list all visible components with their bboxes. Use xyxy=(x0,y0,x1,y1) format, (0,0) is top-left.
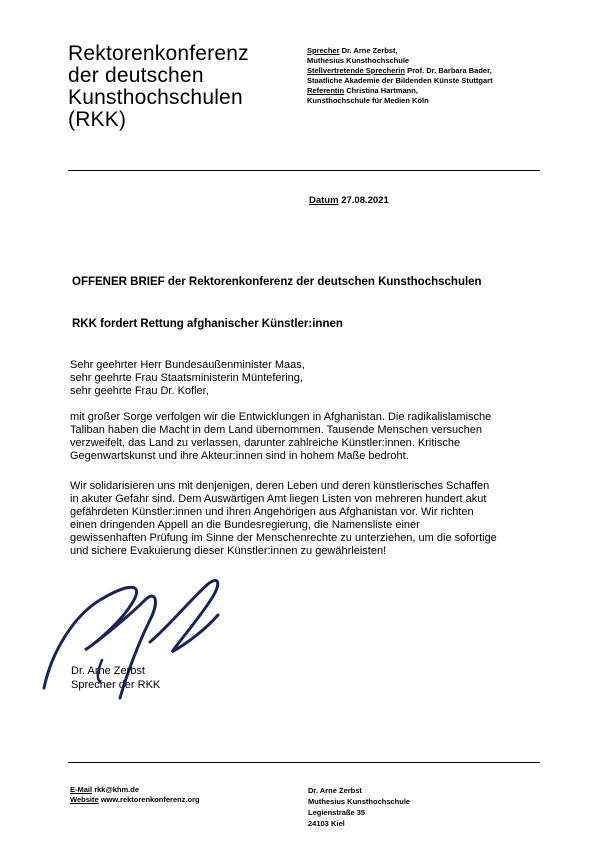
letter-headline: OFFENER BRIEF der Rektorenkonferenz der deutschen Kunsthochschulen xyxy=(72,276,482,288)
signer-block xyxy=(71,664,160,692)
signer-name: Dr. Arne Zerbst xyxy=(71,665,145,677)
address-line: Dr. Arne Zerbst xyxy=(308,786,362,795)
footer-address xyxy=(308,785,410,829)
address-line: Muthesius Kunsthochschule xyxy=(308,797,411,806)
paragraph-line: gewissenhaften Prüfung im Sinne der Menschenrechte zu unterziehen, um die sofortige xyxy=(70,532,497,544)
body-paragraph-2 xyxy=(70,480,550,558)
speaker-org: Muthesius Kunsthochschule xyxy=(307,56,410,65)
date-label: Datum xyxy=(309,195,339,206)
title-line: Kunsthochschulen xyxy=(68,86,243,109)
referent-org: Kunsthochschule für Medien Köln xyxy=(307,96,429,105)
deputy-line xyxy=(307,66,567,76)
paragraph-line: einen dringenden Appell an die Bundesregierung, die Namensliste einer xyxy=(70,519,420,531)
letter-subheadline: RKK fordert Rettung afghanischer Künstler:innen xyxy=(72,318,343,330)
salutation-line: sehr geehrte Frau Staatsministerin Müntefering, xyxy=(70,372,303,384)
referent-label: Referentin xyxy=(307,86,345,95)
body-paragraph-1 xyxy=(70,411,550,463)
letterhead-title xyxy=(68,43,283,131)
title-line: der deutschen xyxy=(68,64,204,87)
paragraph-line: Taliban haben die Macht in dem Land übernommen. Tausende Menschen versuchen xyxy=(70,424,482,436)
speaker-line xyxy=(307,46,567,56)
paragraph-line: verzweifelt, das Land zu verlassen, darunter zahlreiche Künstler:innen. Kritische xyxy=(70,437,461,449)
website-link[interactable]: www.rektorenkonferenz.org xyxy=(100,795,200,804)
paragraph-line: mit großer Sorge verfolgen wir die Entwicklungen in Afghanistan. Die radikalislamische xyxy=(70,411,492,423)
email-link[interactable]: rkk@khm.de xyxy=(94,785,140,794)
signature-stroke xyxy=(150,580,218,652)
address-line: 24103 Kiel xyxy=(308,819,345,828)
email-label: E-Mail xyxy=(70,785,93,794)
paragraph-line: und sichere Evakuierung dieser Künstler:innen zu gewährleisten! xyxy=(70,545,387,557)
header-divider xyxy=(68,170,540,171)
title-line: (RKK) xyxy=(68,108,127,131)
deputy-name: Prof. Dr. Barbara Bader, xyxy=(407,66,492,75)
referent-line xyxy=(307,86,567,96)
salutation-line: sehr geehrte Frau Dr. Kofler, xyxy=(70,385,209,397)
signer-role: Sprecher der RKK xyxy=(71,679,161,691)
salutation xyxy=(70,359,305,398)
salutation-line: Sehr geehrter Herr Bundesaußenminister Maas, xyxy=(70,359,305,371)
referent-name: Christina Hartmann, xyxy=(346,86,418,95)
footer-contact xyxy=(70,785,200,805)
deputy-org: Staatliche Akademie der Bildenden Künste Stuttgart xyxy=(307,76,493,85)
address-line: Legienstraße 35 xyxy=(308,808,366,817)
date-line xyxy=(309,195,389,206)
date-value: 27.08.2021 xyxy=(341,195,389,206)
paragraph-line: in akuter Gefahr sind. Dem Auswärtigen Amt liegen Listen von mehreren hundert akut xyxy=(70,493,487,505)
speaker-name: Dr. Arne Zerbst, xyxy=(341,46,398,55)
paragraph-line: Gegenwartskunst und ihre Akteur:innen sind in hohem Maße bedroht. xyxy=(70,450,409,462)
email-line xyxy=(70,785,200,795)
website-line xyxy=(70,795,200,805)
paragraph-line: gefährdeten Künstler:innen und ihren Angehörigen aus Afghanistan vor. Wir richten xyxy=(70,506,474,518)
website-label: Website xyxy=(70,795,99,804)
footer-divider xyxy=(68,762,540,763)
officers-block xyxy=(307,46,567,106)
paragraph-line: Wir solidarisieren uns mit denjenigen, deren Leben und deren künstlerisches Schaffen xyxy=(70,480,490,492)
deputy-label: Stellvertretende Sprecherin xyxy=(307,66,405,75)
speaker-label: Sprecher xyxy=(307,46,340,55)
title-line: Rektorenkonferenz xyxy=(68,42,249,65)
